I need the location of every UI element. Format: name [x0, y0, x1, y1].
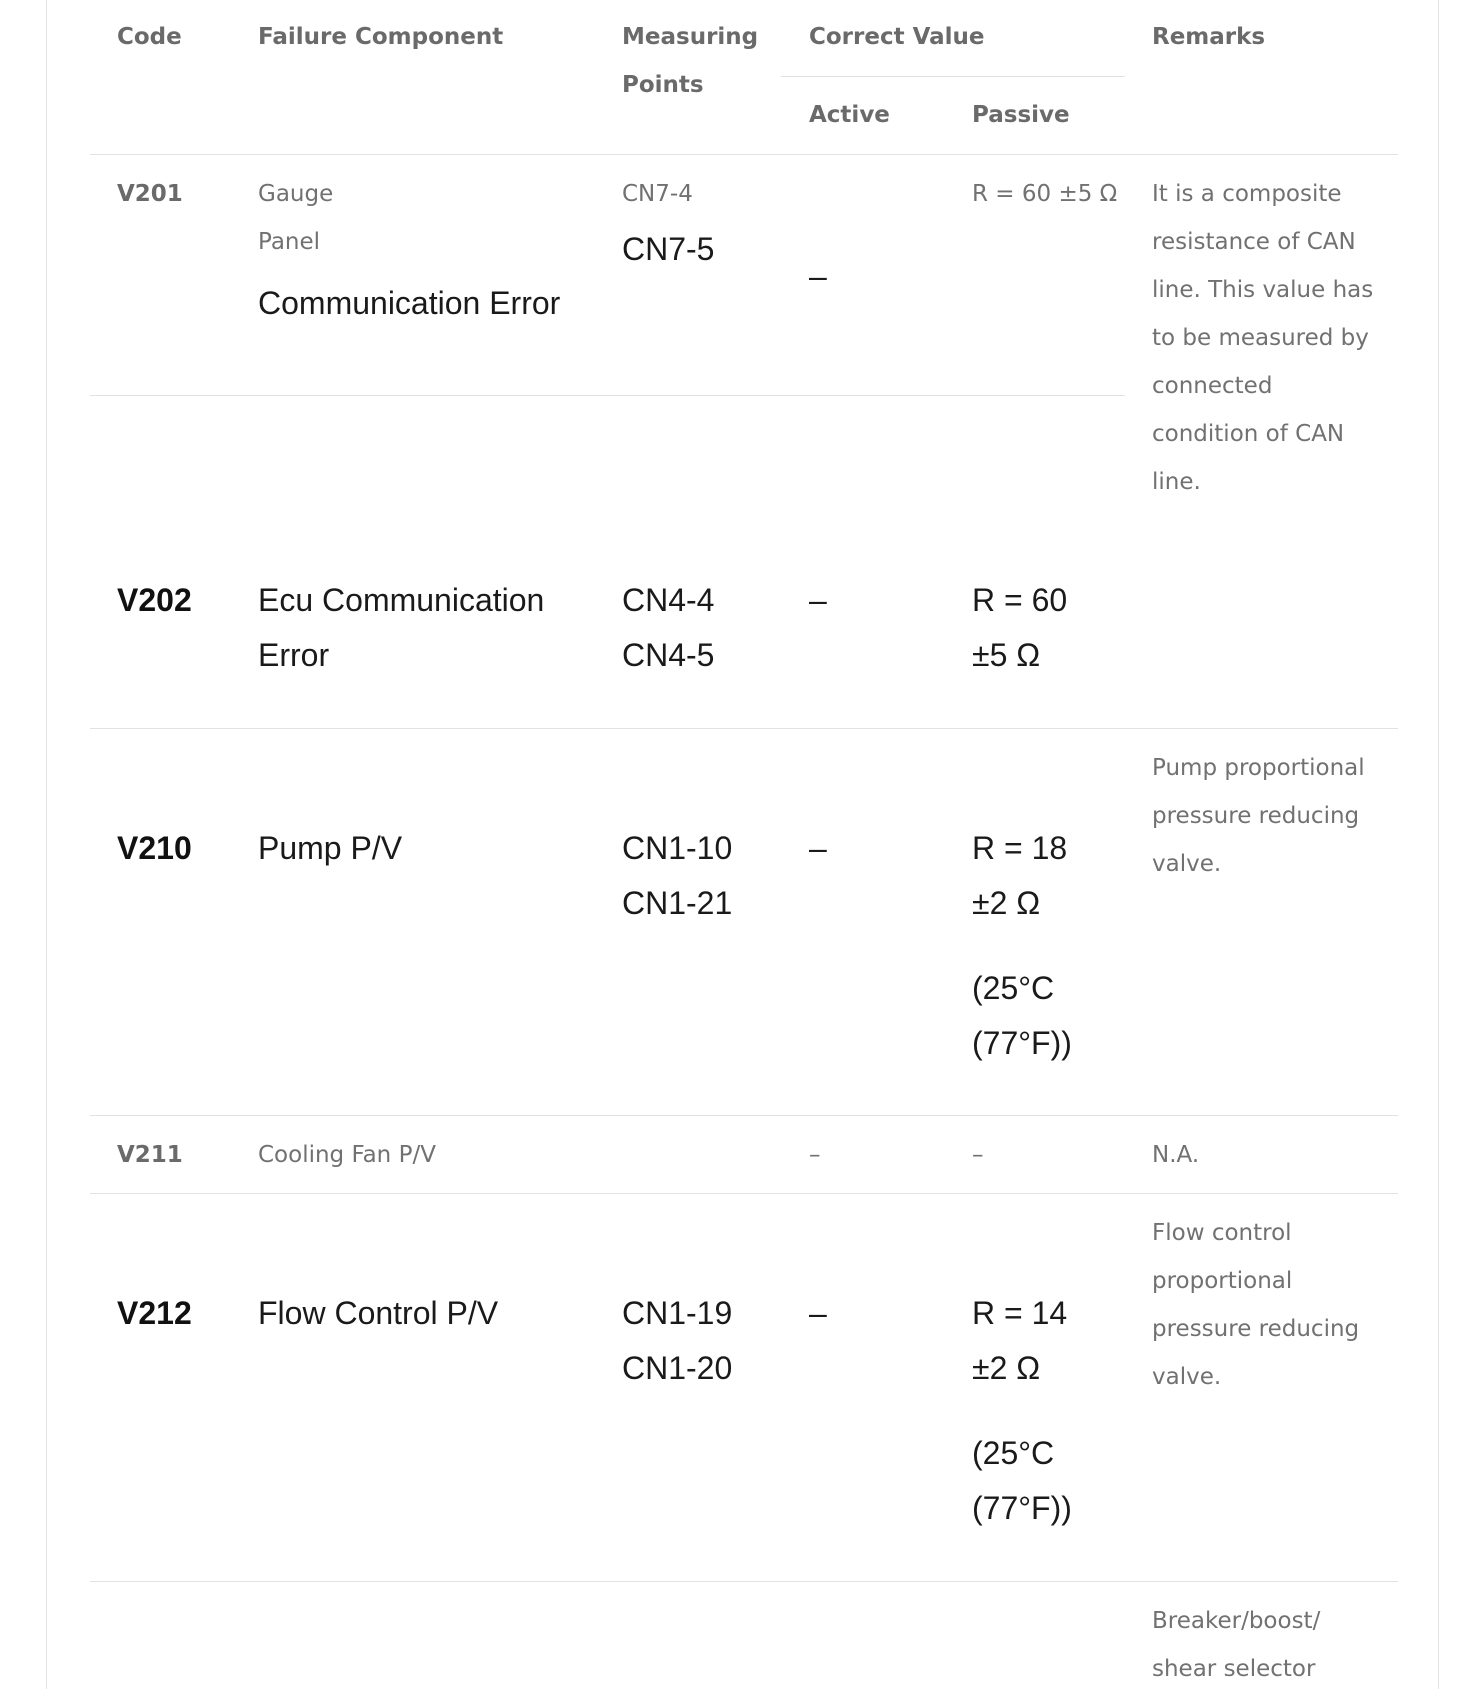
active-v201: –	[809, 258, 827, 294]
row-divider-v202	[90, 728, 1398, 729]
points-v212: CN1-19 CN1-20	[622, 1295, 733, 1386]
passive-v212: R = 14 ±2 Ω (25°C (77°F))	[972, 1295, 1072, 1526]
code-v201: V201	[117, 181, 183, 207]
active-v212: –	[809, 1295, 827, 1331]
header-remarks: Remarks	[1152, 24, 1266, 50]
header-failure-component: Failure Component	[258, 24, 504, 50]
code-v212: V212	[117, 1295, 192, 1331]
points-v202: CN4-4 CN4-5	[622, 582, 715, 673]
component-v211: Cooling Fan P/V	[258, 1142, 436, 1168]
header-measuring-points: Measuring Points	[622, 24, 759, 98]
points-v201: CN7-4 CN7-5	[622, 181, 715, 267]
component-v210: Pump P/V	[258, 830, 403, 866]
passive-v201: R = 60 ±5 Ω	[972, 181, 1118, 207]
passive-v210: R = 18 ±2 Ω (25°C (77°F))	[972, 830, 1072, 1061]
code-v202: V202	[117, 582, 192, 618]
header-divider	[90, 154, 1398, 155]
active-v202: –	[809, 582, 827, 618]
code-v211: V211	[117, 1142, 183, 1168]
remarks-v210: Pump proportional pressure reducing valve.	[1152, 755, 1365, 877]
component-v202: Ecu Communication Error	[258, 582, 545, 673]
header-subdivider	[781, 76, 1125, 77]
row-divider-v201	[90, 395, 1125, 396]
code-v210: V210	[117, 830, 192, 866]
row-divider-v210	[90, 1115, 1398, 1116]
passive-v202: R = 60 ±5 Ω	[972, 582, 1068, 673]
passive-v211: –	[972, 1142, 984, 1168]
header-passive: Passive	[972, 102, 1070, 128]
remarks-next-row: Breaker/boost/ shear selector	[1152, 1608, 1321, 1682]
row-divider-v212	[90, 1581, 1398, 1582]
active-v210: –	[809, 830, 827, 866]
remarks-v212: Flow control proportional pressure reducing valve.	[1152, 1220, 1360, 1390]
row-divider-v211	[90, 1193, 1398, 1194]
active-v211: –	[809, 1142, 821, 1168]
header-correct-value: Correct Value	[809, 24, 985, 50]
header-code: Code	[117, 24, 182, 50]
component-v201: Gauge Panel Communication Error	[258, 181, 561, 321]
component-v212: Flow Control P/V	[258, 1295, 499, 1331]
remarks-v211: N.A.	[1152, 1142, 1200, 1168]
points-v210: CN1-10 CN1-21	[622, 830, 733, 921]
remarks-v201: It is a composite resistance of CAN line. This value has to be measured by connected condition of CAN line.	[1152, 181, 1374, 495]
header-active: Active	[809, 102, 890, 128]
